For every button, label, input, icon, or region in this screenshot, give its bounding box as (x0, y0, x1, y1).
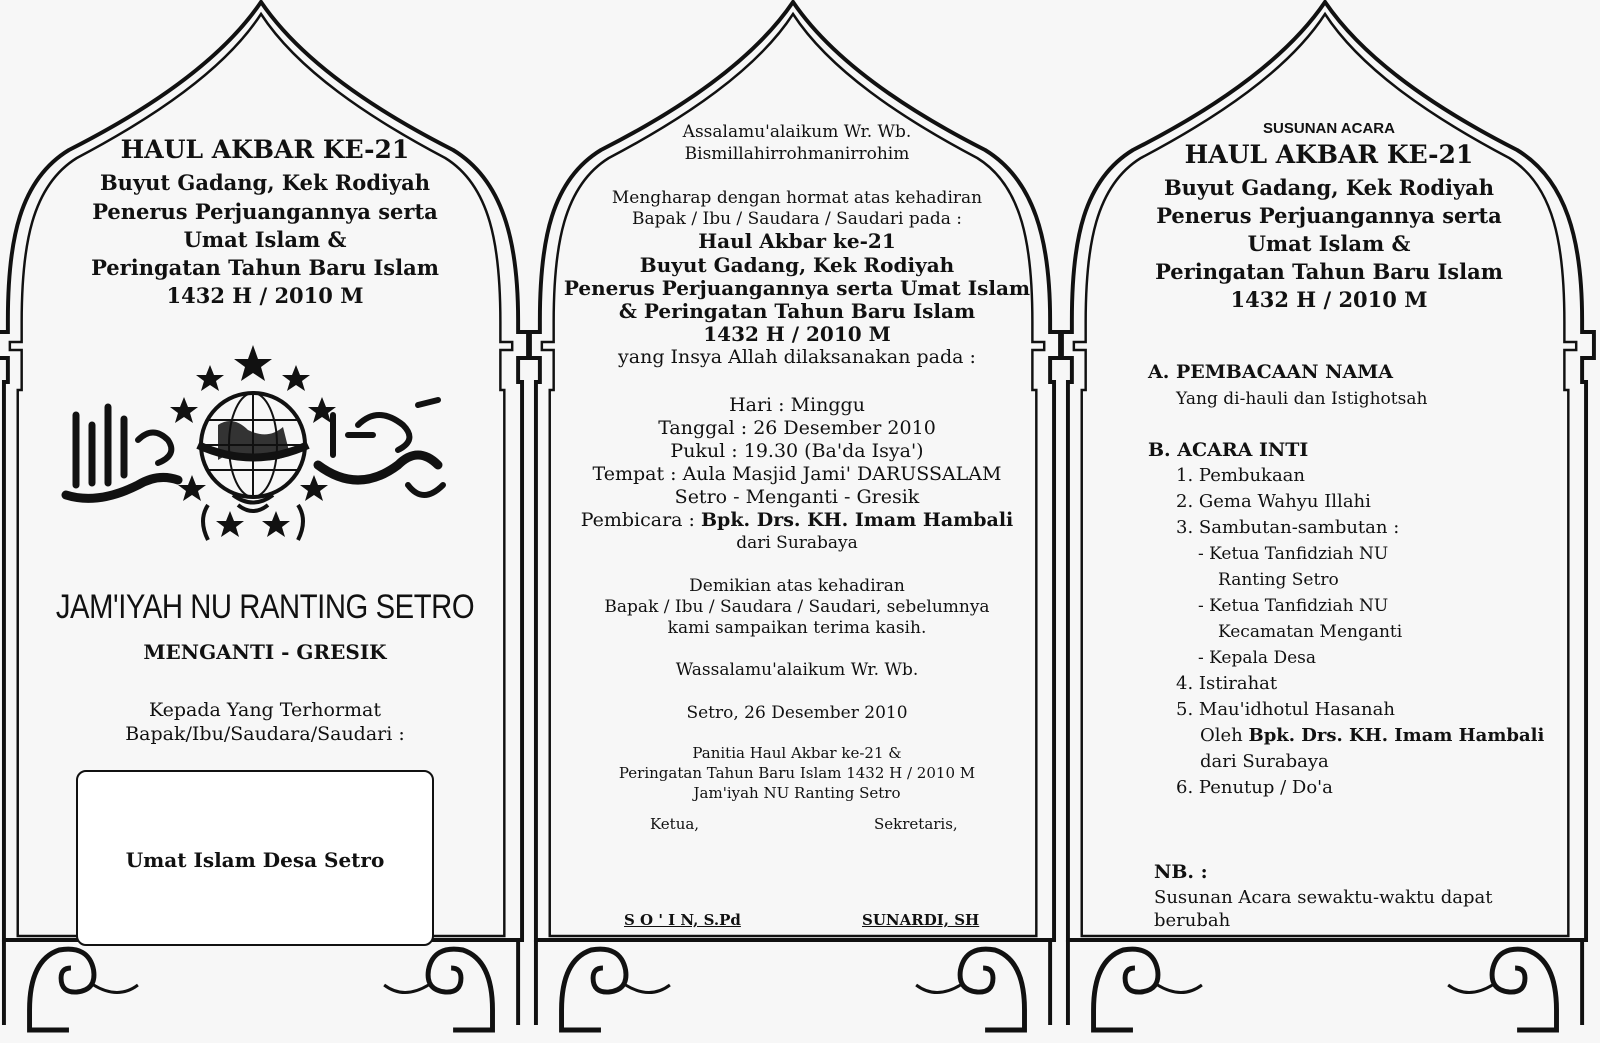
program-subtitle-1: Buyut Gadang, Kek Rodiyah (1163, 175, 1495, 200)
detail-time: Pukul : 19.30 (Ba'da Isya') (670, 440, 924, 462)
item-3b: - Ketua Tanfidziah NU (1198, 596, 1389, 616)
nb-text-1: Susunan Acara sewaktu-waktu dapat (1154, 887, 1493, 908)
nu-emblem-icon (58, 345, 448, 550)
program-subtitle-4: Peringatan Tahun Baru Islam (1155, 259, 1503, 284)
section-a: A. PEMBACAAN NAMA (1148, 361, 1394, 383)
recipient-name: Umat Islam Desa Setro (125, 848, 385, 872)
speaker-name: Bpk. Drs. KH. Imam Hambali (701, 509, 1014, 531)
nb-text-2: berubah (1154, 910, 1231, 931)
program-heading: SUSUNAN ACARA (1263, 120, 1395, 137)
item-3a: - Ketua Tanfidziah NU (1198, 544, 1389, 564)
program-subtitle-5: 1432 H / 2010 M (1230, 287, 1428, 312)
item-3a-cont: Ranting Setro (1218, 570, 1339, 590)
section-b: B. ACARA INTI (1148, 439, 1309, 461)
item-3c: - Kepala Desa (1198, 648, 1316, 668)
chair-name: S O ' I N, S.Pd (624, 911, 741, 929)
closing-line-1: Demikian atas kehadiran (689, 576, 905, 596)
cover-subtitle-3: Umat Islam & (183, 227, 347, 252)
detail-day: Hari : Minggu (729, 394, 865, 416)
secretary-name: SUNARDI, SH (862, 911, 980, 929)
greeting: Assalamu'alaikum Wr. Wb. (682, 122, 912, 142)
nb-label: NB. : (1154, 861, 1208, 883)
basmalah: Bismillahirrohmanirrohim (684, 144, 910, 164)
chair-title: Ketua, (650, 815, 700, 833)
cover-subtitle-5: 1432 H / 2010 M (166, 283, 364, 308)
item-6: 6. Penutup / Do'a (1176, 777, 1333, 798)
item-5-speaker (1200, 724, 1544, 748)
event-line-1: Haul Akbar ke-21 (698, 229, 896, 253)
held-on: yang Insya Allah dilaksanakan pada : (618, 346, 976, 368)
item-5-origin: dari Surabaya (1200, 751, 1329, 772)
organization-name: JAM'IYAH NU RANTING SETRO (55, 588, 475, 626)
committee-line-1: Panitia Haul Akbar ke-21 & (692, 744, 902, 762)
speaker-line (532, 509, 1062, 532)
secretary-title: Sekretaris, (874, 815, 958, 833)
program-panel (1064, 0, 1594, 1043)
invitation-panel (532, 0, 1062, 1043)
event-line-2: Buyut Gadang, Kek Rodiyah (639, 253, 955, 277)
detail-address: Setro - Menganti - Gresik (674, 486, 920, 508)
program-title: HAUL AKBAR KE-21 (1184, 140, 1474, 169)
committee-line-2: Peringatan Tahun Baru Islam 1432 H / 2010 M (618, 764, 976, 782)
to-salutation: Bapak/Ibu/Saudara/Saudari : (125, 723, 405, 745)
closing-line-2: Bapak / Ibu / Saudara / Saudari, sebelumnya (604, 597, 990, 617)
detail-date: Tanggal : 26 Desember 2010 (658, 417, 936, 439)
event-line-5: 1432 H / 2010 M (703, 322, 891, 346)
cover-title: HAUL AKBAR KE-21 (120, 135, 410, 164)
farewell: Wassalamu'alaikum Wr. Wb. (675, 660, 919, 680)
program-subtitle-3: Umat Islam & (1247, 231, 1411, 256)
intro-line-2: Bapak / Ibu / Saudara / Saudari pada : (632, 209, 962, 229)
event-line-4: & Peringatan Tahun Baru Islam (618, 299, 976, 323)
item-3b-cont: Kecamatan Menganti (1218, 622, 1403, 642)
program-subtitle-2: Penerus Perjuangannya serta (1156, 203, 1502, 228)
cover-subtitle-1: Buyut Gadang, Kek Rodiyah (99, 170, 431, 195)
speaker-origin: dari Surabaya (736, 533, 858, 553)
item-4: 4. Istirahat (1176, 673, 1278, 694)
event-line-3: Penerus Perjuangannya serta Umat Islam (563, 276, 1031, 300)
item-2: 2. Gema Wahyu Illahi (1176, 491, 1371, 512)
detail-place: Tempat : Aula Masjid Jami' DARUSSALAM (592, 463, 1002, 485)
cover-subtitle-2: Penerus Perjuangannya serta (92, 199, 438, 224)
organization-location: MENGANTI - GRESIK (143, 640, 387, 664)
by-name: Bpk. Drs. KH. Imam Hambali (1248, 725, 1545, 746)
place-date: Setro, 26 Desember 2010 (686, 703, 908, 723)
item-3: 3. Sambutan-sambutan : (1176, 517, 1400, 538)
intro-line-1: Mengharap dengan hormat atas kehadiran (611, 188, 983, 208)
item-1: 1. Pembukaan (1176, 465, 1305, 486)
committee-line-3: Jam'iyah NU Ranting Setro (693, 784, 901, 802)
by-label: Oleh (1200, 725, 1249, 746)
cover-panel (0, 0, 530, 1043)
section-a-desc: Yang di-hauli dan Istighotsah (1176, 389, 1428, 409)
item-5: 5. Mau'idhotul Hasanah (1176, 699, 1395, 720)
speaker-label: Pembicara : (580, 509, 701, 531)
recipient-box (76, 770, 434, 946)
cover-subtitle-4: Peringatan Tahun Baru Islam (91, 255, 439, 280)
closing-line-3: kami sampaikan terima kasih. (667, 618, 927, 638)
to-label: Kepada Yang Terhormat (148, 699, 382, 721)
